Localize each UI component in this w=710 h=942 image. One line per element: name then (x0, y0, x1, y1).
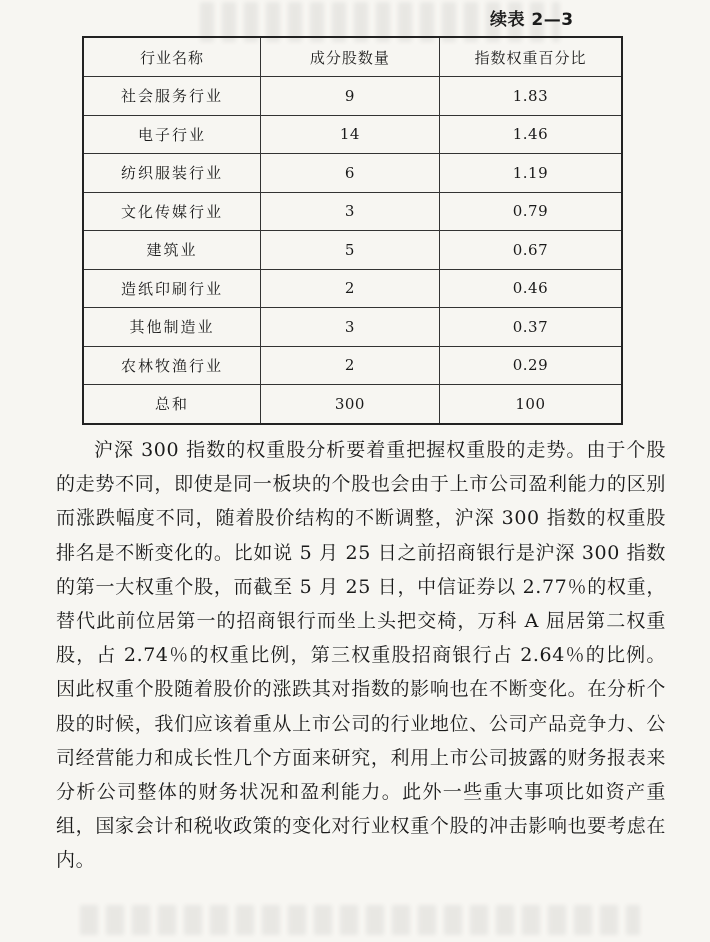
industry-weight-table (82, 36, 623, 425)
stock-count-cell: 2 (260, 346, 439, 385)
body-text (56, 433, 666, 878)
table-row (83, 346, 622, 385)
total-weight-cell: 100 (439, 385, 622, 424)
industry-name-cell: 其他制造业 (83, 308, 260, 347)
industry-name-cell: 社会服务行业 (83, 77, 260, 116)
index-weight-cell: 0.79 (439, 192, 622, 231)
index-weight-cell: 1.83 (439, 77, 622, 116)
show-through-bottom (80, 905, 640, 935)
stock-count-cell: 5 (260, 231, 439, 270)
table-row (83, 269, 622, 308)
table-row (83, 192, 622, 231)
header-index-weight: 指数权重百分比 (439, 37, 622, 77)
header-stock-count: 成分股数量 (260, 37, 439, 77)
stock-count-cell: 14 (260, 115, 439, 154)
table-row (83, 77, 622, 116)
industry-name-cell: 农林牧渔行业 (83, 346, 260, 385)
stock-count-cell: 2 (260, 269, 439, 308)
index-weight-cell: 0.46 (439, 269, 622, 308)
industry-name-cell: 文化传媒行业 (83, 192, 260, 231)
industry-name-cell: 建筑业 (83, 231, 260, 270)
table-row (83, 115, 622, 154)
index-weight-cell: 0.29 (439, 346, 622, 385)
total-count-cell: 300 (260, 385, 439, 424)
table-row (83, 154, 622, 193)
table-row (83, 308, 622, 347)
industry-name-cell: 电子行业 (83, 115, 260, 154)
total-label-cell: 总和 (83, 385, 260, 424)
table-row (83, 231, 622, 270)
stock-count-cell: 3 (260, 308, 439, 347)
table-caption: 续表 2—3 (490, 10, 574, 30)
index-weight-cell: 0.67 (439, 231, 622, 270)
table-header-row (83, 37, 622, 77)
industry-name-cell: 造纸印刷行业 (83, 269, 260, 308)
table-total-row (83, 385, 622, 424)
index-weight-cell: 0.37 (439, 308, 622, 347)
stock-count-cell: 3 (260, 192, 439, 231)
index-weight-cell: 1.46 (439, 115, 622, 154)
industry-name-cell: 纺织服装行业 (83, 154, 260, 193)
index-weight-cell: 1.19 (439, 154, 622, 193)
body-paragraph: 沪深 300 指数的权重股分析要着重把握权重股的走势。由于个股的走势不同，即使是同一板块的个股也会由于上市公司盈利能力的区别而涨跌幅度不同，随着股价结构的不断调整，沪深 300 指数的权重股排名是不断变化的。比如说 5 月 25 日之前招商银行是沪深 300 指数的第一大权重个股，而截至 5 月 25 日，中信证券以 2.77％的权重，替代此前位居第一的招商银行而坐上头把交椅，万科 A 屈居第二权重股，占 2.74％的权重比例，第三权重股招商银行占 2.64％的比例。因此权重个股随着股价的涨跌其对指数的影响也在不断变化。在分析个股的时候，我们应该着重从上市公司的行业地位、公司产品竞争力、公司经营能力和成长性几个方面来研究，利用上市公司披露的财务报表来分析公司整体的财务状况和盈利能力。此外一些重大事项比如资产重组，国家会计和税收政策的变化对行业权重个股的冲击影响也要考虑在内。 (56, 439, 667, 872)
stock-count-cell: 9 (260, 77, 439, 116)
stock-count-cell: 6 (260, 154, 439, 193)
header-industry-name: 行业名称 (83, 37, 260, 77)
